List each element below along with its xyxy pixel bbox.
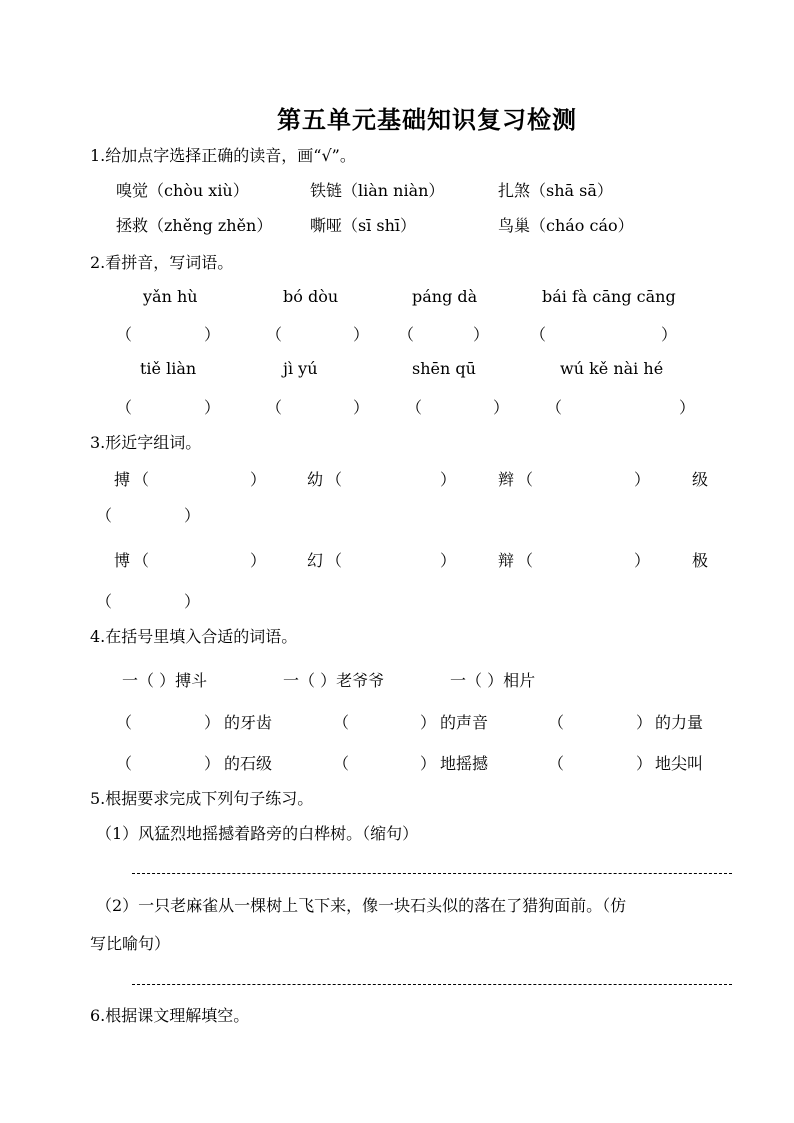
pinyin-prompt: bó dòu — [283, 287, 339, 306]
similar-char: 博 — [114, 551, 131, 570]
fill-phrase: 地尖叫 — [655, 754, 704, 773]
answer-paren-open: （ — [333, 713, 350, 732]
answer-paren-open: （ — [96, 506, 113, 525]
similar-char: 极 — [692, 551, 709, 570]
pinyin-prompt: tiě liàn — [140, 359, 197, 378]
q1-heading: 1.给加点字选择正确的读音，画“√”。 — [90, 146, 356, 165]
pinyin-prompt: yǎn hù — [143, 287, 198, 306]
answer-paren-close: ） — [353, 398, 370, 417]
pinyin-prompt: jì yú — [283, 359, 318, 378]
answer-paren-open: （ — [326, 551, 343, 570]
q1-item: 鸟巢（cháo cáo） — [498, 216, 634, 235]
page-title: 第五单元基础知识复习检测 — [277, 105, 577, 134]
answer-paren-close: ） — [636, 713, 653, 732]
q1-item: 铁链（liàn niàn） — [310, 181, 445, 200]
answer-paren-open: （ — [548, 713, 565, 732]
sentence-1: （1）风猛烈地摇撼着路旁的白桦树。（缩句） — [96, 824, 419, 843]
answer-paren-close: ） — [679, 398, 696, 417]
answer-paren-close: ） — [250, 551, 267, 570]
q4-heading: 4.在括号里填入合适的词语。 — [90, 627, 298, 646]
answer-paren-close: ） — [184, 592, 201, 611]
similar-char: 辫 — [498, 470, 515, 489]
answer-paren-close: ） — [204, 325, 221, 344]
fill-phrase: 的牙齿 — [224, 713, 273, 732]
fill-phrase: 的力量 — [655, 713, 704, 732]
answer-paren-close: ） — [204, 398, 221, 417]
answer-paren-open: （ — [546, 398, 563, 417]
similar-char: 辩 — [498, 551, 515, 570]
answer-line — [132, 873, 732, 874]
answer-paren-close: ） — [250, 470, 267, 489]
similar-char: 幼 — [307, 470, 324, 489]
answer-paren-close: ） — [440, 551, 457, 570]
answer-paren-open: （ — [530, 325, 547, 344]
pinyin-prompt: bái fà cāng cāng — [542, 287, 676, 306]
answer-paren-close: ） — [440, 470, 457, 489]
q1-item: 嗅觉（chòu xiù） — [116, 181, 249, 200]
answer-paren-close: ） — [634, 470, 651, 489]
q5-heading: 5.根据要求完成下列句子练习。 — [90, 789, 314, 808]
answer-paren-open: （ — [406, 398, 423, 417]
answer-paren-open: （ — [326, 470, 343, 489]
answer-paren-open: （ — [133, 470, 150, 489]
answer-paren-close: ） — [473, 325, 490, 344]
pinyin-prompt: shēn qū — [412, 359, 476, 378]
answer-paren-close: ） — [204, 754, 221, 773]
answer-paren-open: （ — [548, 754, 565, 773]
answer-paren-open: （ — [398, 325, 415, 344]
answer-paren-open: （ — [517, 470, 534, 489]
similar-char: 搏 — [114, 470, 131, 489]
sentence-2-line2: 写比喻句） — [90, 934, 171, 953]
answer-paren-close: ） — [661, 325, 678, 344]
answer-paren-open: （ — [116, 398, 133, 417]
answer-paren-close: ） — [184, 506, 201, 525]
fill-phrase: 一（ ）相片 — [450, 671, 536, 690]
answer-paren-open: （ — [133, 551, 150, 570]
answer-paren-close: ） — [420, 754, 437, 773]
answer-paren-close: ） — [353, 325, 370, 344]
q1-item: 嘶哑（sī shī） — [310, 216, 417, 235]
answer-paren-close: ） — [204, 713, 221, 732]
pinyin-prompt: páng dà — [412, 287, 478, 306]
answer-paren-close: ） — [493, 398, 510, 417]
pinyin-prompt: wú kě nài hé — [560, 359, 664, 378]
answer-paren-close: ） — [636, 754, 653, 773]
fill-phrase: 一（ ）搏斗 — [122, 671, 208, 690]
answer-paren-open: （ — [116, 754, 133, 773]
fill-phrase: 一（ ）老爷爷 — [283, 671, 385, 690]
answer-paren-open: （ — [266, 325, 283, 344]
fill-phrase: 地摇撼 — [440, 754, 489, 773]
sentence-2-line1: （2）一只老麻雀从一棵树上飞下来，像一块石头似的落在了猎狗面前。（仿 — [96, 896, 627, 915]
answer-line — [132, 984, 732, 985]
answer-paren-open: （ — [96, 592, 113, 611]
answer-paren-open: （ — [517, 551, 534, 570]
answer-paren-open: （ — [116, 713, 133, 732]
similar-char: 幻 — [307, 551, 324, 570]
q1-item: 扎煞（shā sā） — [498, 181, 613, 200]
answer-paren-close: ） — [634, 551, 651, 570]
q3-heading: 3.形近字组词。 — [90, 433, 202, 452]
fill-phrase: 的声音 — [440, 713, 489, 732]
answer-paren-close: ） — [420, 713, 437, 732]
answer-paren-open: （ — [116, 325, 133, 344]
q6-heading: 6.根据课文理解填空。 — [90, 1006, 250, 1025]
q2-heading: 2.看拼音，写词语。 — [90, 253, 234, 272]
answer-paren-open: （ — [266, 398, 283, 417]
answer-paren-open: （ — [333, 754, 350, 773]
q1-item: 拯救（zhěng zhěn） — [116, 216, 273, 235]
similar-char: 级 — [692, 470, 709, 489]
fill-phrase: 的石级 — [224, 754, 273, 773]
